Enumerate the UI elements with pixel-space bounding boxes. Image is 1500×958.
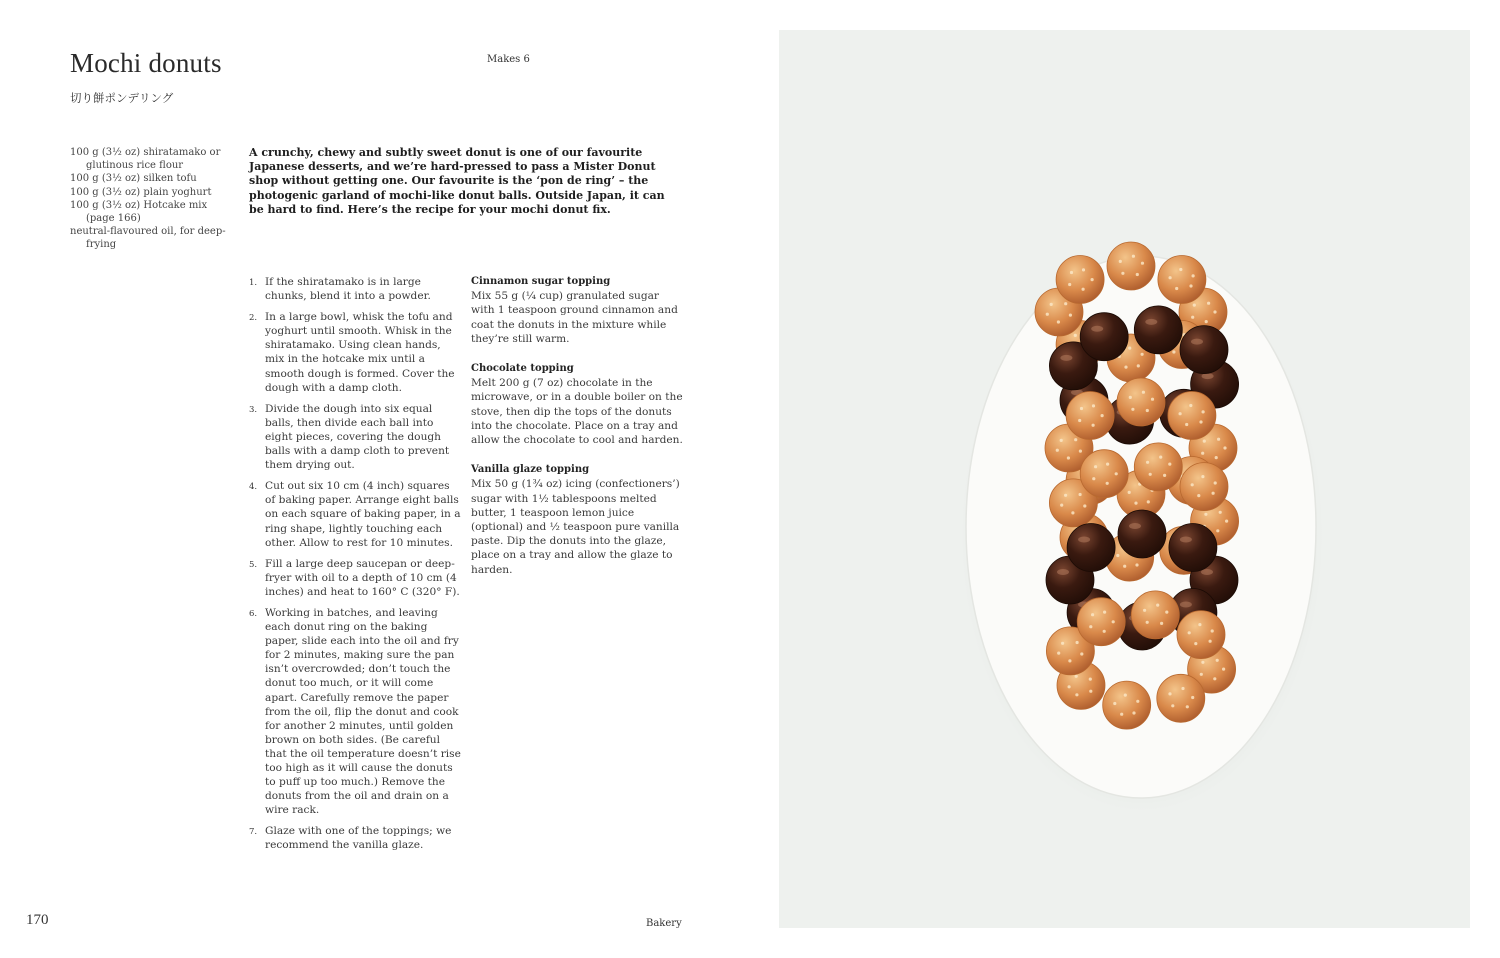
sugar-sparkle (1146, 409, 1149, 412)
sugar-sparkle (1056, 449, 1059, 452)
sugar-sparkle (1151, 398, 1154, 401)
sugar-sparkle (1061, 642, 1064, 645)
sugar-sparkle (1089, 690, 1092, 693)
sugar-sparkle (1212, 492, 1215, 495)
sugar-sparkle (1194, 642, 1197, 645)
sugar-sparkle (1149, 473, 1152, 476)
sugar-sparkle (1089, 678, 1092, 681)
sugar-sparkle (1136, 700, 1139, 703)
sugar-sparkle (1131, 408, 1134, 411)
donut-ball (1177, 611, 1225, 659)
sugar-sparkle (1189, 404, 1192, 407)
sugar-sparkle (1046, 313, 1049, 316)
sugar-sparkle (1121, 272, 1124, 275)
donut-ball (1131, 591, 1179, 639)
sugar-sparkle (1064, 494, 1067, 497)
step-number: 2. (249, 313, 258, 324)
sugar-sparkle (1068, 283, 1071, 286)
ingredient-item: 100 g (3½ oz) shiratamako or glutinous rice flour (70, 147, 221, 172)
donut-ball (1103, 681, 1151, 729)
sugar-sparkle (1205, 320, 1208, 323)
sugar-sparkle (1203, 440, 1206, 443)
chocolate-highlight (1191, 339, 1203, 345)
topping-text: Mix 55 g (¼ cup) granulated sugar with 1 teaspoon ground cinnamon and coat the donuts in the mixture while they’re still warm. (471, 290, 678, 345)
sugar-sparkle (1142, 391, 1145, 394)
donut-ball (1157, 674, 1205, 722)
donut-ball (1134, 443, 1182, 491)
step-text: Cut out six 10 cm (4 inch) squares of baking paper. Arrange eight balls on each square of baking paper, in a ring shape, lightly touching each other. Allow to rest for 10 minutes. (265, 480, 461, 549)
sugar-sparkle (1132, 711, 1135, 714)
chocolate-highlight (1180, 602, 1192, 608)
sugar-sparkle (1171, 704, 1174, 707)
donut-ball (1080, 313, 1128, 361)
sugar-sparkle (1057, 320, 1060, 323)
sugar-sparkle (1146, 621, 1149, 624)
topping-vanilla-glaze (471, 463, 683, 577)
sugar-sparkle (1092, 477, 1095, 480)
sugar-sparkle (1050, 303, 1053, 306)
sugar-sparkle (1075, 675, 1078, 678)
method-step (249, 275, 463, 303)
ingredient-item: 100 g (3½ oz) plain yoghurt (70, 186, 212, 198)
sugar-sparkle (1181, 687, 1184, 690)
sugar-sparkle (1214, 481, 1217, 484)
sugar-sparkle (1165, 611, 1168, 614)
chocolate-highlight (1057, 569, 1069, 575)
donut-ball (1169, 524, 1217, 572)
sugar-sparkle (1076, 641, 1079, 644)
sugar-sparkle (1172, 350, 1175, 353)
sugar-sparkle (1207, 302, 1210, 305)
sugar-sparkle (1201, 661, 1204, 664)
step-text: Working in batches, and leaving each donut ring on the baking paper, slide each into the oil and fry for 2 minutes, making sure the pan isn’t overcrowded; don’t touch the donut too much, or it will come apart. Carefully remove the paper from the oil, flip the donut and cook for another 2 minutes, until golden brown on both sides. (Be careful that the oil temperature doesn’t rise too high as it will cause the donuts to puff up too much.) Remove the donuts from the oil and drain on a wire rack. (265, 606, 461, 817)
chocolate-highlight (1129, 523, 1141, 529)
sugar-sparkle (1215, 456, 1218, 459)
method-step (249, 824, 463, 852)
sugar-sparkle (1106, 463, 1109, 466)
sugar-sparkle (1068, 685, 1071, 688)
sugar-sparkle (1132, 255, 1135, 258)
sugar-sparkle (1211, 629, 1214, 632)
sugar-sparkle (1113, 702, 1116, 705)
sugar-sparkle (1141, 353, 1144, 356)
method-step (249, 557, 463, 599)
donut-ball (1158, 256, 1206, 304)
sugar-sparkle (1191, 483, 1194, 486)
sugar-sparkle (1168, 692, 1171, 695)
sugar-sparkle (1216, 659, 1219, 662)
sugar-sparkle (1094, 465, 1097, 468)
sugar-sparkle (1115, 472, 1118, 475)
sugar-sparkle (1198, 623, 1201, 626)
sugar-sparkle (1082, 288, 1085, 291)
step-number: 4. (249, 482, 258, 493)
donut-ball (1080, 450, 1128, 498)
method-step (249, 402, 463, 472)
topping-title: Vanilla glaze topping (471, 464, 590, 476)
sugar-sparkle (1137, 364, 1140, 367)
ingredient-item: 100 g (3½ oz) silken tofu (70, 173, 197, 185)
sugar-sparkle (1057, 652, 1060, 655)
sugar-sparkle (1209, 640, 1212, 643)
sugar-sparkle (1199, 420, 1202, 423)
sugar-sparkle (1197, 494, 1200, 497)
sugar-sparkle (1169, 276, 1172, 279)
sugar-sparkle (1091, 278, 1094, 281)
donut-ball (1118, 510, 1166, 558)
sugar-sparkle (1222, 668, 1225, 671)
chocolate-highlight (1202, 373, 1214, 379)
sugar-sparkle (1160, 622, 1163, 625)
ingredient-item: neutral-flavoured oil, for deep-frying (70, 226, 226, 251)
sugar-sparkle (1141, 262, 1144, 265)
ingredient-list (70, 146, 230, 252)
chocolate-highlight (1060, 355, 1072, 361)
method-step (249, 310, 463, 395)
chocolate-highlight (1091, 326, 1103, 332)
topping-text: Mix 50 g (1¾ oz) icing (confectioners’) sugar with 1½ tablespoons melted butter, 1 teaspoon lemon juice (optional) and ½ teaspoon pure vanilla paste. Dip the donuts into the glaze, place on a tray and allow the glaze to harden. (471, 478, 680, 576)
sugar-sparkle (1112, 620, 1115, 623)
sugar-sparkle (1185, 423, 1188, 426)
donut-ball (1134, 306, 1182, 354)
sugar-sparkle (1092, 424, 1095, 427)
sugar-sparkle (1192, 274, 1195, 277)
step-number: 7. (249, 827, 258, 838)
step-number: 1. (249, 278, 258, 288)
recipe-intro: A crunchy, chewy and subtly sweet donut is one of our favourite Japanese desserts, and we’re hard-pressed to pass a Mister Donut shop without getting one. Our favourite is the ‘pon de ring’ – the photogenic garland of mochi-like donut balls. Outside Japan, it can be hard to find. Here’s the recipe for your mochi donut fix. (249, 146, 665, 216)
sugar-sparkle (1213, 677, 1216, 680)
recipe-title: Mochi donuts (70, 48, 222, 78)
sugar-sparkle (1089, 625, 1092, 628)
sugar-sparkle (1078, 419, 1081, 422)
step-number: 6. (249, 608, 258, 619)
sugar-sparkle (1186, 705, 1189, 708)
donut-ball (1117, 378, 1165, 426)
step-text: If the shiratamako is in large chunks, blend it into a powder. (265, 276, 431, 303)
sugar-sparkle (1191, 696, 1194, 699)
sugar-sparkle (1193, 304, 1196, 307)
sugar-sparkle (1079, 450, 1082, 453)
sugar-sparkle (1156, 604, 1159, 607)
sugar-sparkle (1201, 475, 1204, 478)
sugar-sparkle (1068, 659, 1071, 662)
method-step (249, 606, 463, 817)
sugar-sparkle (1101, 414, 1104, 417)
sugar-sparkle (1191, 316, 1194, 319)
step-number: 5. (249, 559, 258, 570)
sugar-sparkle (1070, 271, 1073, 274)
sugar-sparkle (1200, 673, 1203, 676)
chocolate-highlight (1201, 569, 1213, 575)
sugar-sparkle (1217, 438, 1220, 441)
recipe-subtitle-japanese: 切り餅ポンデリング (70, 91, 174, 105)
step-text: Glaze with one of the toppings; we recommend the vanilla glaze. (265, 825, 452, 852)
sugar-sparkle (1179, 268, 1182, 271)
topping-chocolate (471, 362, 683, 447)
donut-plate-illustration (779, 30, 1470, 928)
topping-cinnamon-sugar (471, 275, 683, 346)
toppings-column (471, 275, 683, 593)
sugar-sparkle (1060, 439, 1063, 442)
sugar-sparkle (1075, 693, 1078, 696)
sugar-sparkle (1074, 438, 1077, 441)
sugar-sparkle (1201, 452, 1204, 455)
chocolate-highlight (1180, 537, 1192, 543)
sugar-sparkle (1135, 563, 1138, 566)
sugar-sparkle (1128, 347, 1131, 350)
sugar-sparkle (1175, 287, 1178, 290)
sugar-sparkle (1074, 334, 1077, 337)
donut-ball (1107, 242, 1155, 290)
sugar-sparkle (1129, 396, 1132, 399)
sugar-sparkle (1083, 504, 1086, 507)
sugar-sparkle (1147, 500, 1150, 503)
sugar-sparkle (1204, 513, 1207, 516)
sugar-sparkle (1124, 694, 1127, 697)
sugar-sparkle (1060, 504, 1063, 507)
sugar-sparkle (1225, 520, 1228, 523)
sugar-sparkle (1219, 511, 1222, 514)
step-number: 3. (249, 404, 258, 415)
sugar-sparkle (1134, 502, 1137, 505)
sugar-sparkle (1103, 630, 1106, 633)
sugar-sparkle (1120, 713, 1123, 716)
step-text: In a large bowl, whisk the tofu and yoghurt until smooth. Whisk in the shiratamako. Using clean hands, mix in the hotcake mix until a smooth dough is formed. Cover the dough with a damp cloth. (265, 311, 455, 394)
sugar-sparkle (1082, 268, 1085, 271)
sugar-sparkle (1163, 474, 1166, 477)
sugar-sparkle (1069, 314, 1072, 317)
sugar-sparkle (1213, 310, 1216, 313)
sugar-sparkle (1080, 652, 1083, 655)
sugar-sparkle (1091, 613, 1094, 616)
method-step (249, 479, 463, 549)
ingredient-item: 100 g (3½ oz) Hotcake mix (page 166) (70, 199, 208, 225)
sugar-sparkle (1179, 412, 1182, 415)
sugar-sparkle (1119, 260, 1122, 263)
sugar-sparkle (1223, 446, 1226, 449)
sugar-sparkle (1079, 493, 1082, 496)
sugar-sparkle (1106, 482, 1109, 485)
sugar-sparkle (1092, 404, 1095, 407)
donut-photo (779, 30, 1470, 928)
donut-ball (1168, 392, 1216, 440)
sugar-sparkle (1216, 529, 1219, 532)
donut-ball (1180, 463, 1228, 511)
step-text: Divide the dough into six equal balls, then divide each ball into eight pieces, covering the dough balls with a damp cloth to prevent them drying out. (265, 402, 450, 472)
chocolate-highlight (1145, 319, 1157, 325)
sugar-sparkle (1146, 461, 1149, 464)
donut-ball (1056, 256, 1104, 304)
topping-title: Chocolate topping (471, 363, 574, 375)
sugar-sparkle (1202, 410, 1205, 413)
sugar-sparkle (1116, 554, 1119, 557)
sugar-sparkle (1103, 611, 1106, 614)
section-name: Bakery (646, 918, 682, 929)
chocolate-highlight (1078, 537, 1090, 543)
page-number: 170 (26, 912, 49, 928)
sugar-sparkle (1188, 631, 1191, 634)
topping-text: Melt 200 g (7 oz) chocolate in the microwave, or in a double boiler on the stove, then dip the tops of the donuts into the chocolate. Place on a tray and allow the chocolate to cool and harden. (471, 377, 683, 447)
sugar-sparkle (1143, 609, 1146, 612)
sugar-sparkle (1064, 302, 1067, 305)
sugar-sparkle (1168, 463, 1171, 466)
donut-ball (1180, 326, 1228, 374)
sugar-sparkle (1124, 366, 1127, 369)
sugar-sparkle (1136, 273, 1139, 276)
sugar-sparkle (1189, 284, 1192, 287)
sugar-sparkle (1159, 456, 1162, 459)
sugar-sparkle (1067, 456, 1070, 459)
donut-ball (1066, 392, 1114, 440)
donut-ball (1067, 524, 1115, 572)
sugar-sparkle (1080, 407, 1083, 410)
sugar-sparkle (1071, 511, 1074, 514)
recipe-yield: Makes 6 (487, 54, 530, 65)
step-text: Fill a large deep saucepan or deep-fryer with oil to a depth of 10 cm (4 inches) and heat to 160° C (320° F). (265, 557, 460, 598)
topping-title: Cinnamon sugar topping (471, 276, 611, 287)
sugar-sparkle (1128, 491, 1131, 494)
method-steps (249, 275, 463, 860)
sugar-sparkle (1123, 565, 1126, 568)
donut-ball (1077, 598, 1125, 646)
